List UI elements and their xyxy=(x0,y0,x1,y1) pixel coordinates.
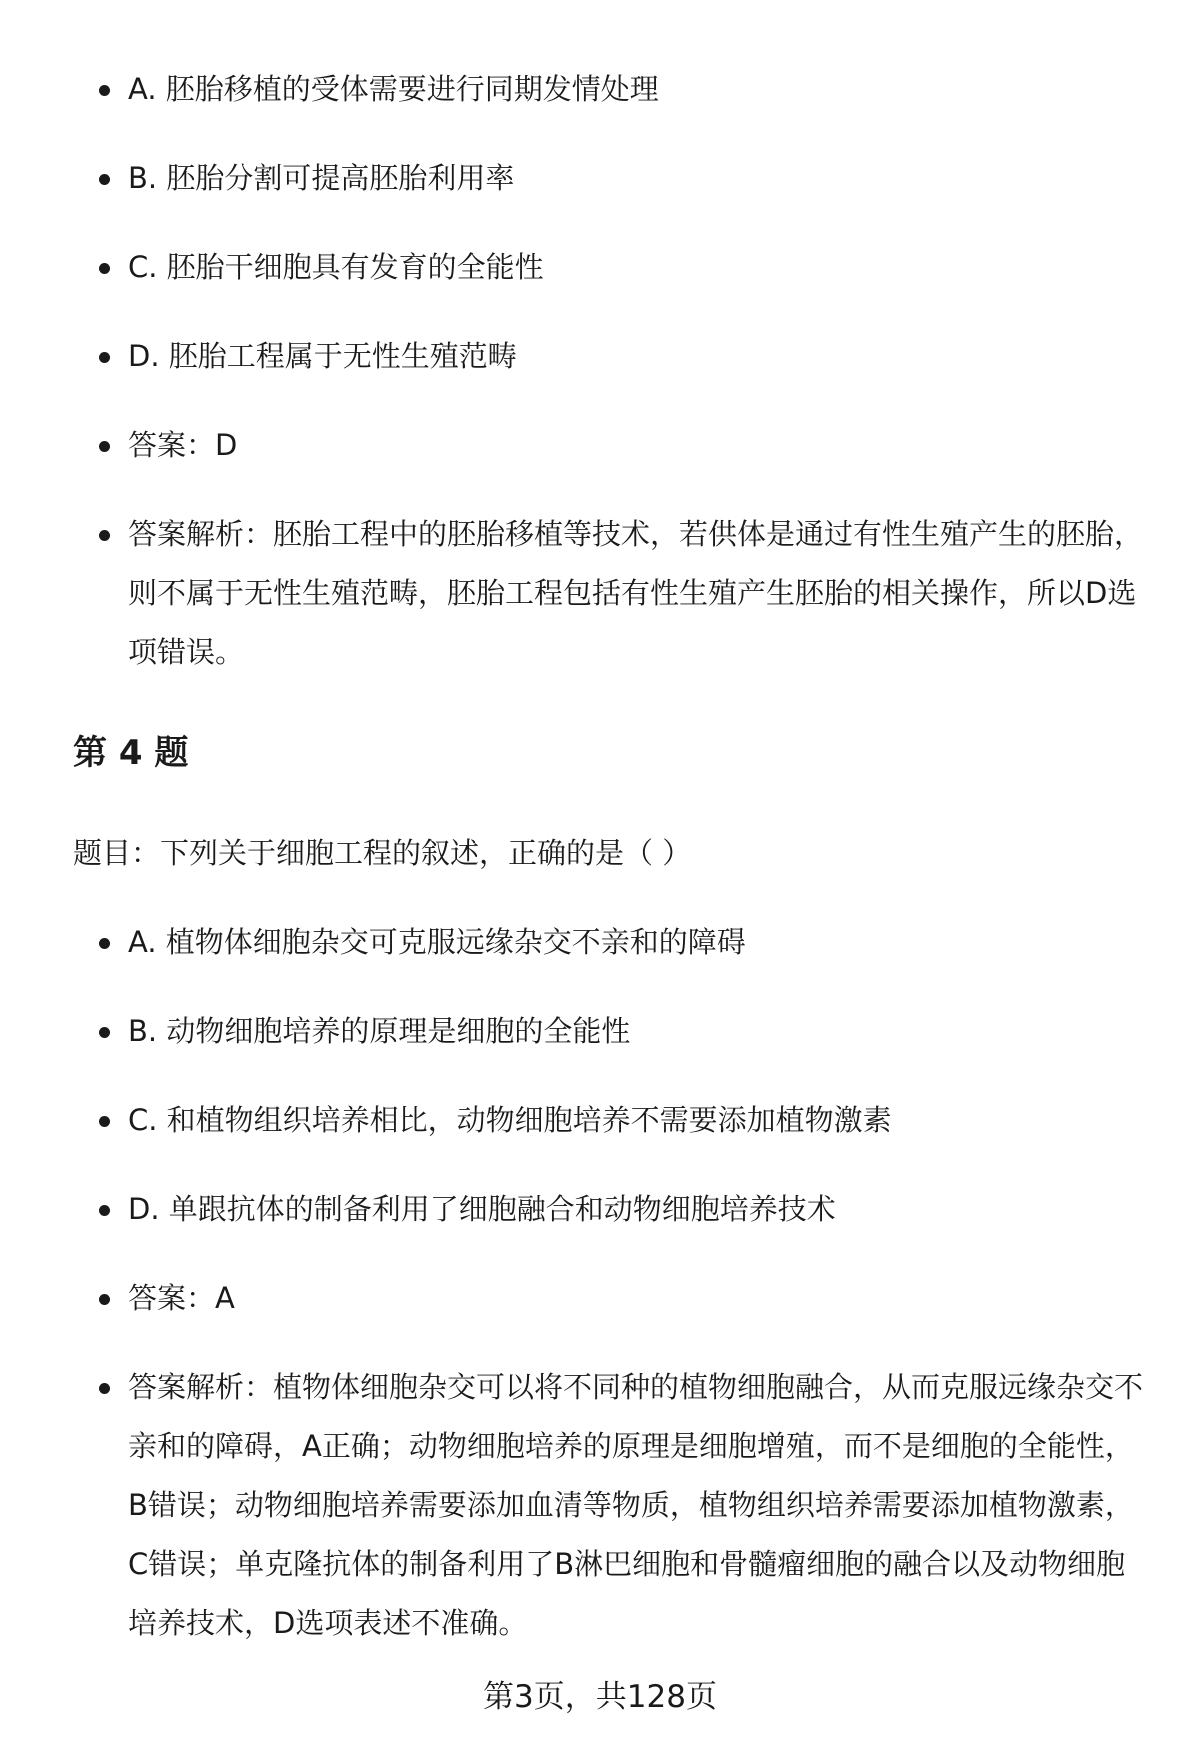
bullet-icon xyxy=(99,1294,110,1305)
bullet-icon xyxy=(99,1205,110,1216)
list-item xyxy=(0,327,1200,386)
list-item xyxy=(0,149,1200,208)
list-item xyxy=(0,60,1200,119)
list-item xyxy=(0,1180,1200,1239)
bullet-icon xyxy=(99,938,110,949)
option-c: C. 胚胎干细胞具有发育的全能性 xyxy=(128,250,544,284)
list-item xyxy=(0,505,1200,682)
bullet-icon xyxy=(99,1116,110,1127)
option-d: D. 单跟抗体的制备利用了细胞融合和动物细胞培养技术 xyxy=(128,1192,836,1226)
bullet-icon xyxy=(99,263,110,274)
option-c: C. 和植物组织培养相比，动物细胞培养不需要添加植物激素 xyxy=(128,1103,892,1137)
bullet-icon xyxy=(99,352,110,363)
list-item xyxy=(0,1091,1200,1150)
option-b: B. 动物细胞培养的原理是细胞的全能性 xyxy=(128,1014,631,1048)
bullet-icon xyxy=(99,530,110,541)
list-item xyxy=(0,913,1200,972)
question-4-list xyxy=(0,913,1200,1653)
answer: 答案：D xyxy=(128,428,238,462)
answer-explanation: 答案解析：胚胎工程中的胚胎移植等技术，若供体是通过有性生殖产生的胚胎，则不属于无性生殖范畴，胚胎工程包括有性生殖产生胚胎的相关操作，所以D选项错误。 xyxy=(128,517,1144,669)
answer-explanation: 答案解析：植物体细胞杂交可以将不同种的植物细胞融合，从而克服远缘杂交不亲和的障碍，A正确；动物细胞培养的原理是细胞增殖，而不是细胞的全能性，B错误；动物细胞培养需要添加血清等物质，植物组织培养需要添加植物激素，C错误；单克隆抗体的制备利用了B淋巴细胞和骨髓瘤细胞的融合以及动物细胞培养技术，D选项表述不准确。 xyxy=(128,1370,1144,1640)
list-item xyxy=(0,1002,1200,1061)
list-item xyxy=(0,238,1200,297)
bullet-icon xyxy=(99,441,110,452)
bullet-icon xyxy=(99,1027,110,1038)
page-number: 第3页，共128页 xyxy=(483,1679,717,1715)
list-item xyxy=(0,1358,1200,1653)
option-b: B. 胚胎分割可提高胚胎利用率 xyxy=(128,161,515,195)
question-stem: 题目：下列关于细胞工程的叙述，正确的是（ ） xyxy=(73,836,692,870)
option-a: A. 植物体细胞杂交可克服远缘杂交不亲和的障碍 xyxy=(128,925,746,959)
bullet-icon xyxy=(99,174,110,185)
option-d: D. 胚胎工程属于无性生殖范畴 xyxy=(128,339,517,373)
answer: 答案：A xyxy=(128,1281,235,1315)
option-a: A. 胚胎移植的受体需要进行同期发情处理 xyxy=(128,72,659,106)
list-item xyxy=(0,416,1200,475)
bullet-icon xyxy=(99,1383,110,1394)
question-title: 第 4 题 xyxy=(73,733,189,773)
question-3-list xyxy=(0,60,1200,682)
list-item xyxy=(0,1269,1200,1328)
bullet-icon xyxy=(99,85,110,96)
